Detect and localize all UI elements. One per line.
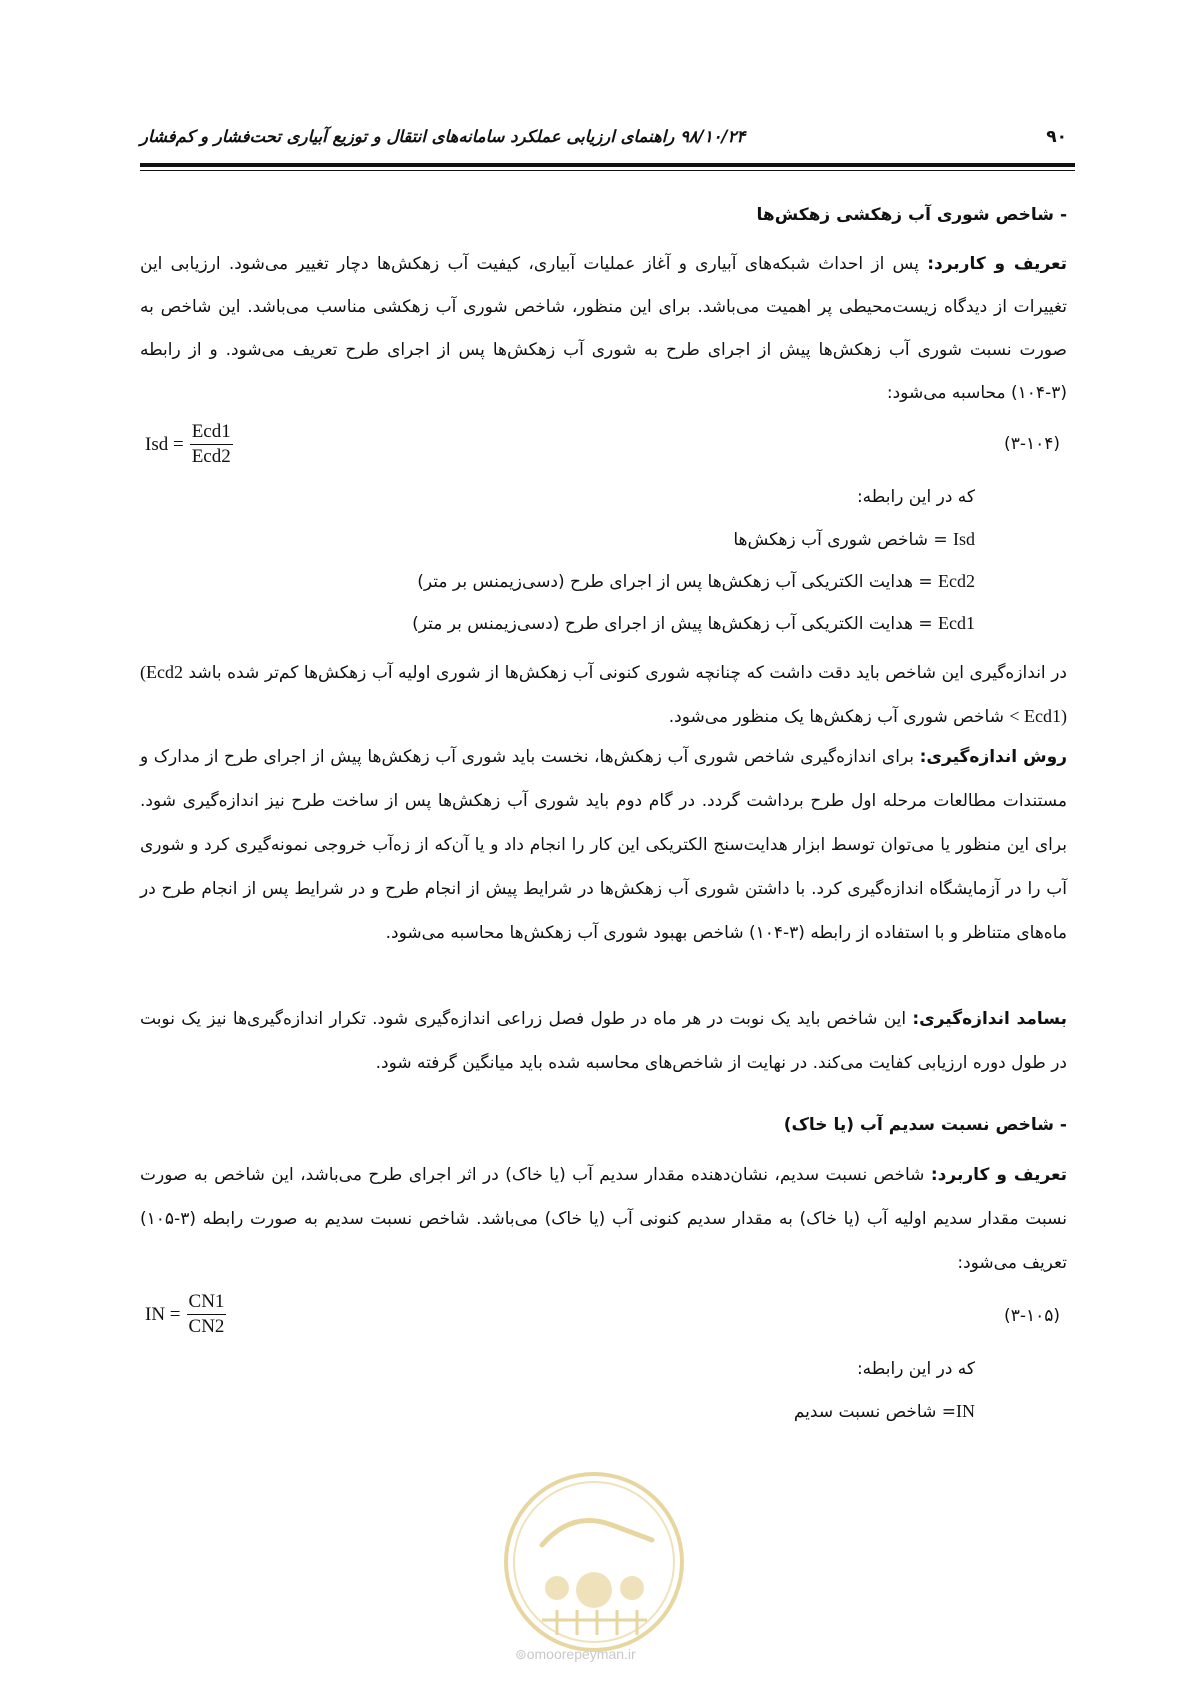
equation-isd bbox=[145, 420, 233, 469]
running-title: ۹۸/۱۰/۲۴ راهنمای ارزیابی عملکرد سامانه‌های انتقال و توزیع آبیاری تحت‌فشار و کم‌فشار bbox=[140, 127, 746, 146]
equation-numerator: CN1 bbox=[187, 1290, 227, 1315]
definition-text: شاخص نسبت سدیم، نشان‌دهنده مقدار سدیم آب (یا خاک) در اثر اجرای طرح می‌باشد، این شاخص به صورت نسبت مقدار سدیم اولیه آب (یا خاک) به مقدار سدیم کنونی آب (یا خاک) می‌باشد. شاخص نسبت سدیم به صورت رابطه (۳-۱۰۵) تعریف می‌شود: bbox=[140, 1165, 1067, 1273]
method-text: برای اندازه‌گیری شاخص شوری آب زهکش‌ها، نخست باید شوری آب زهکش‌ها پیش از اجرای طرح از مدارک و مستندات مطالعات مرحله اول طرح برداشت گردد. در گام دوم باید شوری آب زهکش‌ها پس از ساخت طرح نیز اندازه‌گیری شود. برای این منظور یا می‌توان توسط ابزار هدایت‌سنج الکتریکی این کار را انجام داد و یا آن‌که از زه‌آب خروجی نمونه‌گیری کرد و شوری آب را در آزمایشگاه اندازه‌گیری کرد. با داشتن شوری آب زهکش‌ها در شرایط پیش از انجام طرح و در شرایط پس از انجام طرح در ماه‌های متناظر و با استفاده از رابطه (۳-۱۰۴) شاخص بهبود شوری آب زهکش‌ها محاسبه می‌شود. bbox=[140, 747, 1067, 943]
equation-in bbox=[145, 1290, 226, 1339]
page-header bbox=[140, 127, 1075, 151]
equation-number: (۳-۱۰۵) bbox=[1004, 1306, 1060, 1326]
frequency-text: این شاخص باید یک نوبت در هر ماه در طول فصل زراعی اندازه‌گیری شود. تکرار اندازه‌گیری‌ها نیز یک نوبت در طول دوره ارزیابی کفایت می‌کند. در نهایت از شاخص‌های محاسبه شده باید میانگین گرفته شود. bbox=[140, 1009, 1067, 1073]
header-rule-thick bbox=[140, 163, 1075, 167]
equation-denominator: CN2 bbox=[188, 1316, 225, 1337]
header-rule-thin bbox=[140, 170, 1075, 171]
section1-note: در اندازه‌گیری این شاخص باید دقت داشت که چنانچه شوری کنونی آب زهکش‌ها از شوری اولیه آب زهکش‌ها کم‌تر شده باشد (Ecd2 < Ecd1) شاخص شوری آب زهکش‌ها یک منظور می‌شود. bbox=[140, 662, 1067, 727]
equation-fraction bbox=[187, 1290, 227, 1339]
section1-frequency bbox=[140, 997, 1067, 1085]
equation-number: (۳-۱۰۴) bbox=[1004, 434, 1060, 454]
variable-ecd1: Ecd1 = هدایت الکتریکی آب زهکش‌ها پیش از اجرای طرح (دسی‌زیمنس بر متر) bbox=[412, 613, 975, 634]
method-label: روش اندازه‌گیری: bbox=[919, 747, 1067, 767]
variable-ecd2: Ecd2 = هدایت الکتریکی آب زهکش‌ها پس از اجرای طرح (دسی‌زیمنس بر متر) bbox=[417, 571, 975, 592]
where-label: که در این رابطه: bbox=[856, 487, 975, 507]
frequency-label: بسامد اندازه‌گیری: bbox=[912, 1009, 1067, 1029]
equation-fraction bbox=[190, 420, 233, 469]
page-number: ۹۰ bbox=[1046, 127, 1067, 147]
section1-definition bbox=[140, 243, 1067, 415]
section1-heading: - شاخص شوری آب زهکشی زهکش‌ها bbox=[756, 205, 1067, 225]
definition-label: تعریف و کاربرد: bbox=[927, 254, 1067, 274]
section2-definition bbox=[140, 1153, 1067, 1285]
watermark-logo bbox=[502, 1470, 687, 1655]
definition-label: تعریف و کاربرد: bbox=[930, 1165, 1068, 1185]
definition-text: پس از احداث شبکه‌های آبیاری و آغاز عملیات آبیاری، کیفیت آب زهکش‌ها دچار تغییر می‌شود. ارزیابی این تغییرات از دیدگاه زیست‌محیطی پر اهمیت می‌باشد. برای این منظور، شاخص شوری آب زهکشی مناسب می‌باشد. این شاخص به صورت نسبت شوری آب زهکش‌ها پیش از اجرای طرح به شوری آب زهکش‌ها پس از اجرای طرح تعریف می‌شود. و از رابطه (۳-۱۰۴) محاسبه می‌شود: bbox=[140, 254, 1067, 403]
equation-lhs: IN = bbox=[145, 1303, 181, 1325]
where-label: که در این رابطه: bbox=[856, 1359, 975, 1379]
watermark-url: ⊚omoorepeyman.ir bbox=[515, 1646, 636, 1662]
equation-lhs: Isd = bbox=[145, 433, 184, 455]
section2-heading: - شاخص نسبت سدیم آب (یا خاک) bbox=[783, 1115, 1067, 1135]
equation-numerator: Ecd1 bbox=[190, 420, 233, 445]
note-formula: (Ecd2 < Ecd1) bbox=[140, 662, 1067, 726]
section1-method bbox=[140, 735, 1067, 955]
equation-denominator: Ecd2 bbox=[191, 446, 231, 467]
variable-isd: Isd = شاخص شوری آب زهکش‌ها bbox=[733, 529, 975, 550]
variable-in: IN= شاخص نسبت سدیم bbox=[793, 1401, 975, 1422]
